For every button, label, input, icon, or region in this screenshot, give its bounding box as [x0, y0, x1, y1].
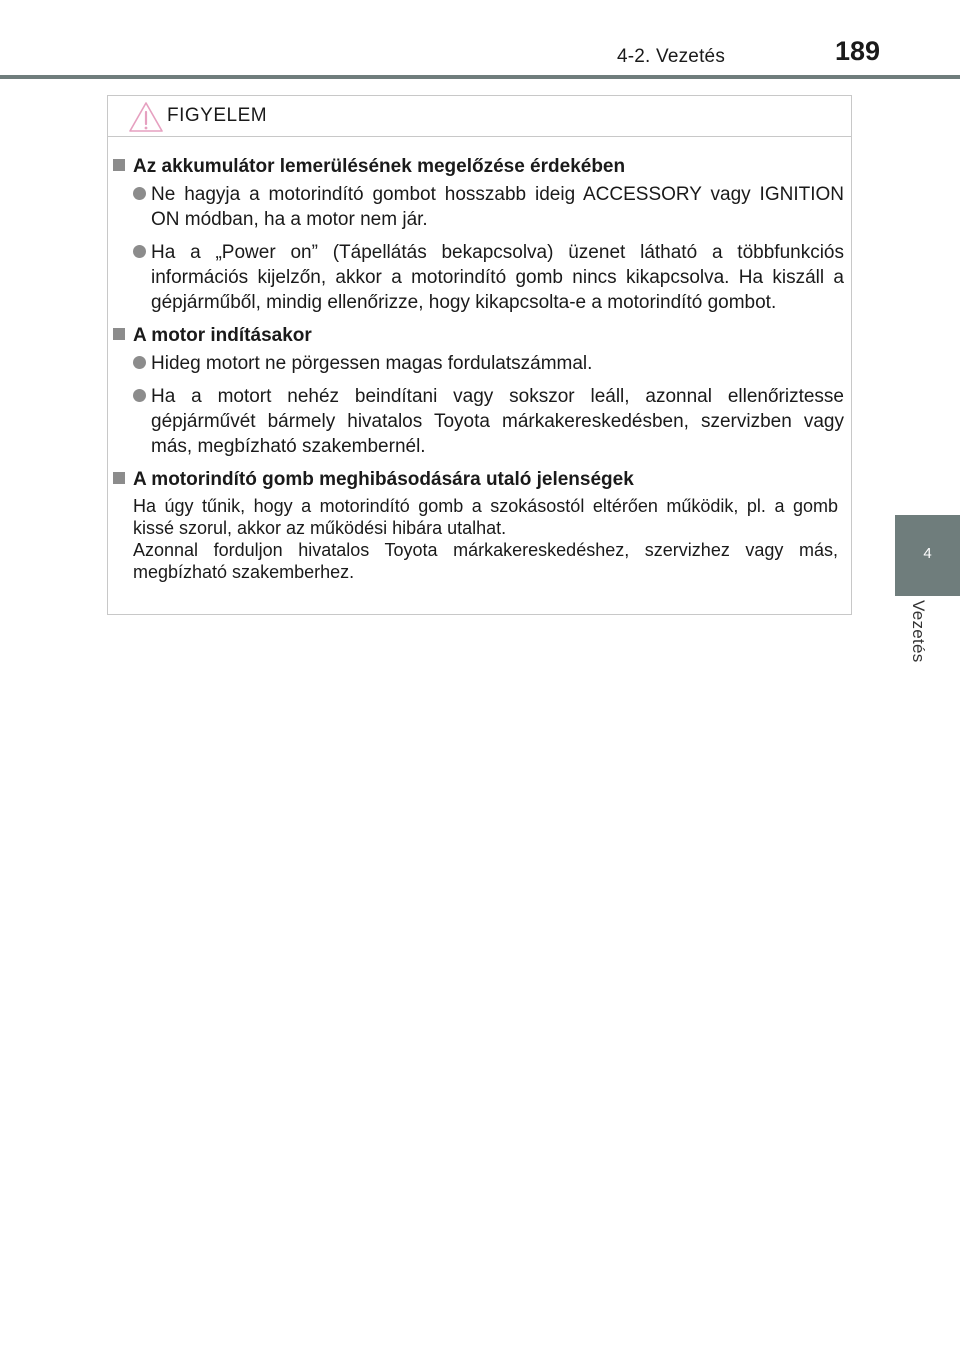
list-item-text: Ne hagyja a motorindító gombot hosszabb ideig ACCESSORY vagy IGNITION ON módban, ha a motor nem jár. [151, 184, 844, 230]
section-heading [113, 154, 844, 179]
list-item [113, 182, 844, 232]
circle-bullet-icon [133, 245, 146, 258]
section-heading [113, 323, 844, 348]
circle-bullet-icon [133, 187, 146, 200]
warning-title: FIGYELEM [167, 105, 268, 126]
paragraph: Azonnal forduljon hivatalos Toyota márkakereskedéshez, szervizhez vagy más, megbízható szakemberhez. [133, 540, 838, 582]
section-heading [113, 467, 844, 492]
warning-header [108, 96, 851, 137]
page-number: 189 [835, 36, 881, 66]
paragraph: Ha úgy tűnik, hogy a motorindító gomb a szokásostól eltérően működik, pl. a gomb kissé szorul, akkor az működési hibára utalhat. [133, 496, 838, 538]
page-header [0, 0, 960, 80]
warning-body [113, 154, 844, 583]
list-item-text: Hideg motort ne pörgessen magas fordulatszámmal. [151, 353, 593, 374]
circle-bullet-icon [133, 356, 146, 369]
warning-triangle-icon [127, 100, 165, 134]
chapter-label: Vezetés [909, 600, 928, 663]
circle-bullet-icon [133, 389, 146, 402]
list-item [113, 384, 844, 459]
section-title: 4-2. Vezetés [617, 46, 726, 67]
section-heading-text: A motorindító gomb meghibásodására utaló jelenségek [133, 469, 634, 490]
chapter-number: 4 [923, 545, 932, 562]
list-item [113, 240, 844, 315]
list-item-text: Ha a „Power on” (Tápellátás bekapcsolva) üzenet látható a többfunkciós információs kijelzőn, akkor a motorindító gomb nincs kikapcsolva. Ha kiszáll a gépjárműből, mindig ellenőrizze, hogy kikapcsolta-e a motorindító gombot. [151, 242, 844, 313]
header-rule [0, 75, 960, 79]
section-heading-text: Az akkumulátor lemerülésének megelőzése érdekében [133, 156, 626, 177]
list-item [113, 351, 844, 376]
chapter-tab [895, 515, 960, 596]
warning-box [107, 95, 852, 615]
section-heading-text: A motor indításakor [133, 325, 312, 346]
square-bullet-icon [113, 159, 125, 171]
list-item-text: Ha a motort nehéz beindítani vagy sokszor leáll, azonnal ellenőriztesse gépjárművét bármely hivatalos Toyota márkakereskedésben, szervizben vagy más, megbízható szakembernél. [151, 386, 844, 457]
square-bullet-icon [113, 472, 125, 484]
square-bullet-icon [113, 328, 125, 340]
